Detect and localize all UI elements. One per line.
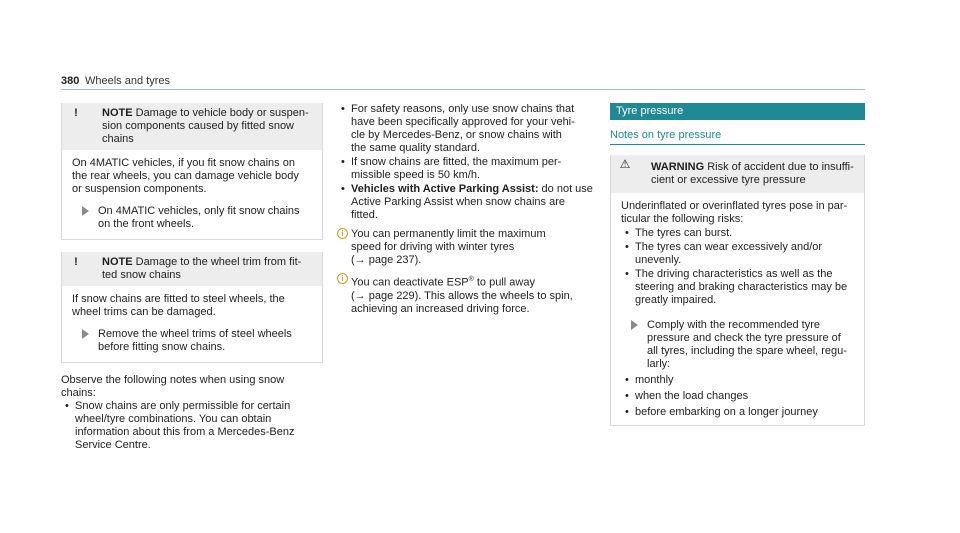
step-text: Remove the wheel trims of steel wheels [98,328,292,340]
arrow-right-icon [82,206,89,216]
note-box-wheel-trim [61,252,323,363]
warning-header [611,155,864,193]
list-item-text: • Snow chains are only permissible for certain [75,400,291,412]
list-item-text: • If snow chains are fitted, the maximum per- [351,156,562,168]
list-item-text: fitted. [351,209,378,221]
list-item-text: cle by Mercedes-Benz, or snow chains with [351,129,562,141]
paragraph-text: chains: [61,387,96,399]
list-item [337,156,599,182]
page-header [61,74,865,90]
step-text: larly: [647,358,671,370]
action-step [621,319,854,371]
note-body-text: or suspension components. [72,183,207,195]
subsection-title: Notes on tyre pressure [610,129,865,145]
list-item [337,183,599,222]
list-item: • monthly [621,374,854,387]
note-text: sion components caused by fitted snow [102,120,295,132]
column-1 [61,103,323,452]
exclamation-icon: ! [74,107,78,119]
note-label: NOTE [102,107,133,119]
info-text: achieving an increased driving force. [351,302,530,315]
list-item: • The tyres can wear excessively and/or unevenly. [621,241,854,267]
list-item-text: Active Parking Assist when snow chains are [351,196,565,208]
note-body [62,286,322,362]
list-item-text: missible speed is 50 km/h. [351,169,480,181]
list-item-text: have been specifically approved for your vehi- [351,116,575,128]
list-item-text: • For safety reasons, only use snow chains that [351,103,575,115]
page-reference-link[interactable]: (→ page 237). [351,254,422,266]
info-note [337,273,599,316]
list-item-bold: Vehicles with Active Parking Assist: [351,183,539,195]
page-number: 380 [61,75,80,87]
note-box-suspension [61,103,323,240]
list-item: • before embarking on a longer journey [621,406,854,419]
warning-triangle-icon: ⚠ [619,157,631,171]
bullet-list [61,400,323,452]
info-icon: i [337,228,348,239]
note-text: Damage to the wheel trim from fit- [135,256,302,268]
step-text: On 4MATIC vehicles, only fit snow chains [98,205,300,217]
step-text: before fitting snow chains. [98,341,226,353]
note-body-text: On 4MATIC vehicles, if you fit snow chains on [72,157,295,169]
info-note [337,228,599,267]
column-3 [610,103,865,426]
note-label: NOTE [102,256,133,268]
warning-text: cient or excessive tyre pressure [651,174,806,186]
note-body-text: the rear wheels, you can damage vehicle body [72,170,299,182]
list-item [61,400,323,452]
warning-body-text: ticular the following risks: [621,213,744,225]
bullet-list [337,103,599,222]
note-body [62,150,322,239]
note-header [62,103,322,150]
info-icon: i [337,273,348,284]
list-item-text: information about this from a Mercedes-Benz [75,426,295,438]
step-text: Comply with the recommended tyre [647,319,821,331]
list-item-text: do not use [538,183,593,195]
info-text: to pull away [473,276,535,289]
list-item: • The driving characteristics as well as the steering and braking characteristics may be greatly impaired. [621,268,854,307]
warning-text: Risk of accident due to insuffi- [707,161,854,173]
list-item: • when the load changes [621,390,854,403]
note-body-text: If snow chains are fitted to steel wheels, the [72,293,285,305]
exclamation-icon: ! [74,256,78,268]
section-title: Tyre pressure [610,103,865,120]
note-body-text: wheel trims can be damaged. [72,306,216,318]
list-item [337,103,599,155]
list-item-text: wheel/tyre combinations. You can obtain [75,413,272,425]
warning-label: WARNING [651,161,705,173]
step-text: pressure and check the tyre pressure of [647,332,841,344]
list-item-text: the same quality standard. [351,142,481,154]
list-item-text: Service Centre. [75,439,151,451]
warning-body-text: Underinflated or overinflated tyres pose in par- [621,200,848,212]
info-text: You can permanently limit the maximum [351,228,546,240]
column-2 [337,103,599,316]
risk-list [621,227,854,307]
check-list [621,374,854,419]
action-step [72,205,312,231]
note-text: Damage to vehicle body or suspen- [135,107,309,119]
observe-paragraph [61,374,323,400]
note-text: chains [102,133,134,145]
arrow-right-icon [631,320,638,330]
list-item: • The tyres can burst. [621,227,854,240]
warning-body [611,193,864,425]
page-reference-link[interactable]: (→ page 229). This allows the wheels to spin, [351,289,573,302]
note-header [62,252,322,286]
step-text: on the front wheels. [98,218,195,230]
arrow-right-icon [82,329,89,339]
step-text: all tyres, including the spare wheel, regu- [647,345,847,357]
info-text: speed for driving with winter tyres [351,241,515,253]
info-text: You can deactivate ESP [351,276,469,289]
registered-mark: ® [468,276,474,283]
warning-box [610,155,865,426]
page-title: Wheels and tyres [85,75,170,87]
note-text: ted snow chains [102,269,181,281]
paragraph-text: Observe the following notes when using snow [61,374,285,386]
action-step [72,328,312,354]
